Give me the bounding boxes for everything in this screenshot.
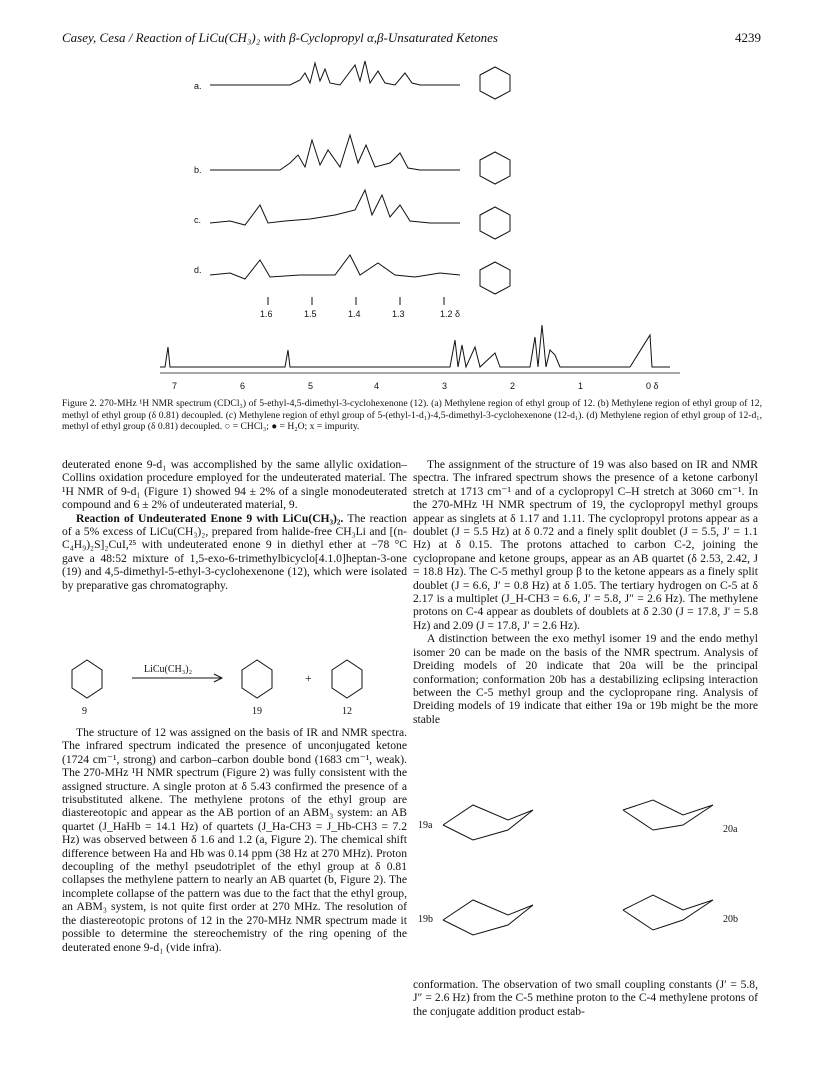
- paragraph: The assignment of the structure of 19 was also based on IR and NMR spectra. The infrared spectrum shows the presence of a ketone carbonyl stretch at 1713 cm⁻¹ and of a cyclopropyl C–H stretch at 3060 cm⁻¹. In the 270-MHz ¹H NMR spectrum of 19, the cyclopropyl methyl groups appear as singlets at δ 1.17 and 1.11. The cyclopropyl protons appear as a doublet (J = 5.5 Hz) at δ 0.72 and a finely split doublet (J = 5.5, J′ = 1.1 Hz) at δ 0.15. The protons attached to carbon C-2, joining the cyclopropane and ketone groups, appear as an AB quartet (δ 2.53, 2.42, J = 18.8 Hz). The C-5 methyl group β to the ketone appears as a finely split doublet (J = 6.6, J′ = 0.8 Hz) at δ 1.05. The tertiary hydrogen on C-5 at δ 2.17 is a multiplet (J_H-CH3 = 6.6, J′ = 5.8, J″ = 2.6 Hz). The methylene protons on C-4 appear as doublets of doublets at δ 2.30 (J = 17.8, J′ = 5.8 Hz) and 2.09 (J = 17.8, J′ = 2.6 Hz).: [413, 458, 758, 632]
- compound-label: 19: [252, 706, 262, 717]
- right-column-bottom: [413, 978, 758, 1018]
- inset-tick: 1.2 δ: [440, 309, 461, 319]
- conformer-label: 19a: [418, 820, 433, 831]
- trace-d: [210, 255, 460, 279]
- compound-label: 9: [82, 706, 87, 717]
- compound-label: 12: [342, 706, 352, 717]
- main-tick: 0 δ: [646, 381, 659, 391]
- paragraph-section: [62, 512, 407, 592]
- inset-tick: 1.3: [392, 309, 405, 319]
- trace-label-c: c.: [194, 215, 202, 225]
- svg-text:+: +: [305, 671, 312, 685]
- figure-caption: Figure 2. 270-MHz ¹H NMR spectrum (CDCl₃) of 5-ethyl-4,5-dimethyl-3-cyclohexenone (12). (a) Methylene region of ethyl group of 12. (b) Methylene region of ethyl group of 12, methyl of ethyl group (δ 0.81) decoupled. (c) Methylene region of ethyl group of 5-(ethyl-1-d₁)-4,5-dimethyl-3-cyclohexenone (12-d₁). (d) Methylene region of ethyl group of 12-d₁, methyl of ethyl group (δ 0.81) decoupled. ○ = CHCl₃; ● = H₂O; x = impurity.: [62, 398, 762, 433]
- main-tick: 5: [308, 381, 314, 391]
- trace-label-a: a.: [194, 81, 202, 91]
- trace-c: [210, 190, 460, 225]
- trace-label-d: d.: [194, 265, 202, 275]
- structure-12-drawings: [480, 67, 510, 294]
- paragraph-text: The reaction of a 5% excess of LiCu(CH₃)₂, prepared from halide-free CH₃Li and [(n-C₄H₉)₂S]₂CuI,²⁵ with undeuterated enone 9 in diethyl ether at −78 °C gave a 48:52 mixture of 1,5-exo-6-trimethylbicyclo[4.1.0]heptan-3-one (19) and 4,5-dimethyl-5-ethyl-3-cyclohexenone (12), which were isolated by preparative gas chromatography.: [62, 511, 407, 592]
- running-title: Casey, Cesa / Reaction of LiCu(CH₃)₂ with β-Cyclopropyl α,β-Unsaturated Ketones: [62, 30, 498, 45]
- main-tick: 4: [374, 381, 380, 391]
- paragraph: The structure of 12 was assigned on the basis of IR and NMR spectra. The infrared spectrum indicated the presence of unconjugated ketone (1724 cm⁻¹, strong) and carbon–carbon double bond (1683 cm⁻¹, weak). The 270-MHz ¹H NMR spectrum (Figure 2) was fully consistent with the assigned structure. A single proton at δ 5.43 confirmed the presence of a trisubstituted alkene. The methylene protons of the ethyl group are diastereotopic and appear as the AB portion of an ABM₃ system: an AB quartet (J_HaHb = 14.1 Hz) of quartets (J_Ha-CH3 = J_Hb-CH3 = 7.2 Hz) was observed between δ 1.6 and 1.2 (a, Figure 2). The chemical shift difference between Ha and Hb was 0.14 ppm (38 Hz at 270 MHz). Proton decoupling of the methyl pseudotriplet of the ethyl group at δ 0.81 collapses the methylene pattern to nearly an AB quartet (b, Figure 2). The incomplete collapse of the pattern was due to the fact that the ethyl group, an ABM₃ system, is not quite first order at 270 MHz. The resolution of the diastereotopic protons of 12 in the 270-MHz NMR spectrum made it possible to determine the stereochemistry of the ring opening of the deuterated enone 9-d₁ (vide infra).: [62, 726, 407, 954]
- inset-tick: 1.6: [260, 309, 273, 319]
- inset-tick: 1.4: [348, 309, 361, 319]
- conformer-drawings: [413, 770, 758, 970]
- running-header: [62, 30, 761, 48]
- paragraph: A distinction between the exo methyl isomer 19 and the endo methyl isomer 20 can be made on the basis of the NMR spectrum. Analysis of Dreiding models of 20 indicate that 20a will be the principal conformation; conformation 20b has a destabilizing eclipsing interaction between the C-5 methyl group and the cyclopropane ring. Analysis of Dreiding models of 19 indicate that either 19a or 19b might be the more stable: [413, 632, 758, 726]
- trace-a: [210, 61, 460, 85]
- main-tick: 6: [240, 381, 246, 391]
- conformer-label: 20b: [723, 914, 738, 925]
- trace-b: [210, 135, 460, 170]
- scheme-reagent: LiCu(CH₃)₂: [144, 664, 193, 675]
- main-tick: 3: [442, 381, 448, 391]
- main-tick: 1: [578, 381, 584, 391]
- left-column: [62, 458, 407, 592]
- nmr-spectrum-figure: [150, 55, 690, 395]
- page-number: 4239: [735, 30, 761, 45]
- conformer-label: 20a: [723, 824, 738, 835]
- trace-label-b: b.: [194, 165, 202, 175]
- conformer-label: 19b: [418, 914, 433, 925]
- right-column: [413, 458, 758, 726]
- paragraph: conformation. The observation of two small coupling constants (J′ = 5.8, J″ = 2.6 Hz) from the C-5 methine proton to the C-4 methylene protons of the conjugate addition product estab-: [413, 978, 758, 1018]
- main-tick: 7: [172, 381, 178, 391]
- inset-tick: 1.5: [304, 309, 317, 319]
- reaction-scheme: [62, 640, 407, 720]
- main-tick: 2: [510, 381, 516, 391]
- section-title: Reaction of Undeuterated Enone 9 with LiCu(CH₃)₂.: [76, 511, 344, 525]
- paragraph: deuterated enone 9-d₁ was accomplished by the same allylic oxidation–Collins oxidation procedure employed for the undeuterated material. The ¹H NMR of 9-d₁ (Figure 1) showed 94 ± 2% of a single monodeuterated compound and 6 ± 2% of undeuterated material, 9.: [62, 458, 407, 512]
- left-column-bottom: [62, 726, 407, 954]
- main-spectrum-trace: [160, 325, 670, 367]
